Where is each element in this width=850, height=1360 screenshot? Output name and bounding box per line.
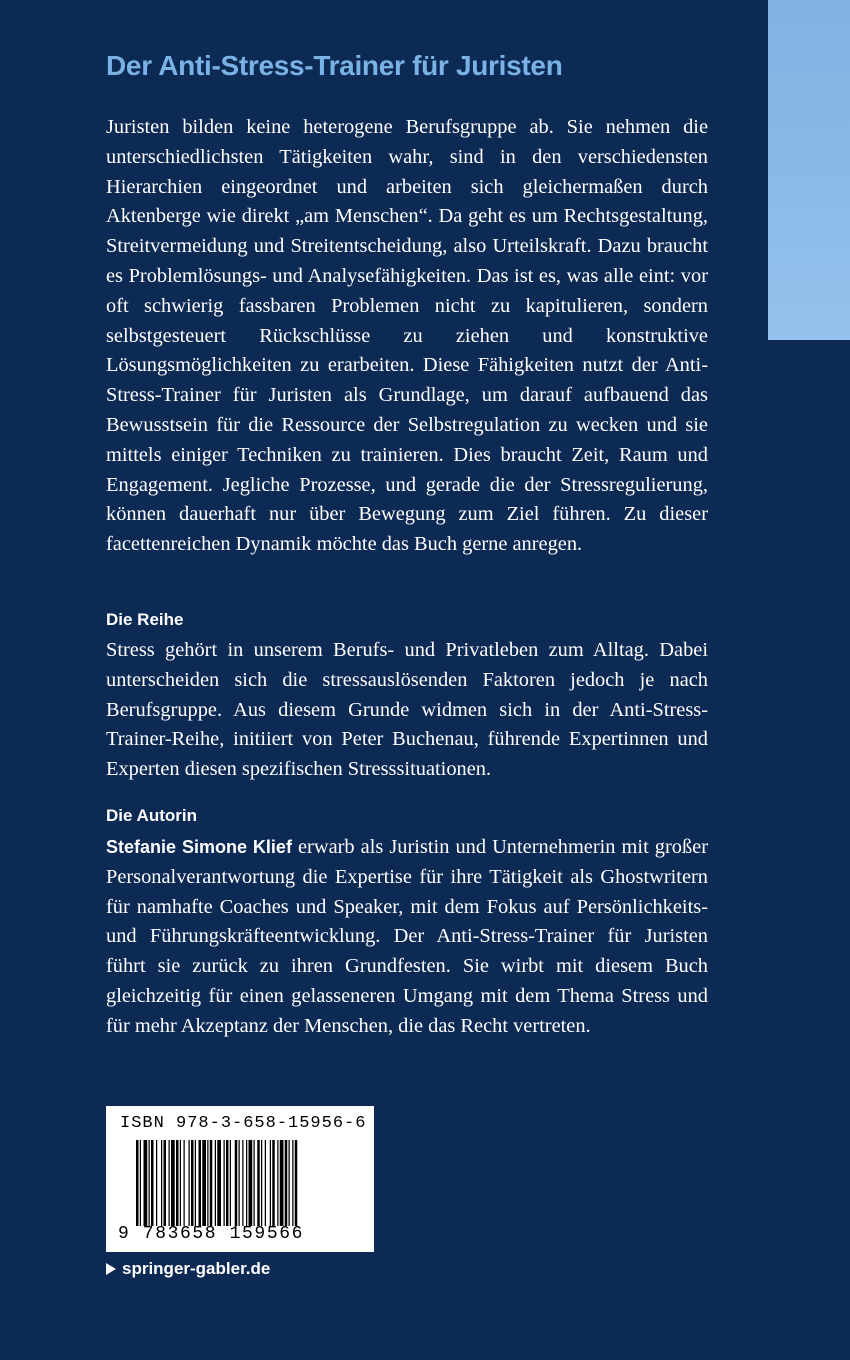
author-paragraph bbox=[106, 833, 708, 1042]
series-heading: Die Reihe bbox=[106, 610, 184, 629]
author-heading: Die Autorin bbox=[106, 806, 197, 825]
isbn-barcode bbox=[106, 1106, 374, 1252]
intro-paragraph: Juristen bilden keine heterogene Berufsgruppe ab. Sie nehmen die unterschiedlichsten Tätigkeiten wahr, sind in den verschiedensten Hierarchien eingeordnet und arbeiten sich gleichermaßen durch Aktenberge wie direkt „am Menschen“. Da geht es um Rechtsgestaltung, Streitvermeidung und Streitentscheidung, also Urteilskraft. Dazu braucht es Problemlösungs- und Analysefähigkeiten. Das ist es, was alle eint: vor oft schwierig fassbaren Problemen nicht zu kapitulieren, sondern selbstgesteuert Rückschlüsse zu ziehen und konstruktive Lösungsmöglichkeiten zu erarbeiten. Diese Fähigkeiten nutzt der Anti-Stress-Trainer für Juristen als Grundlage, um darauf aufbauend das Bewusstsein für die Ressource der Selbstregulation zu wecken und sie mittels einiger Techniken zu trainieren. Dies braucht Zeit, Raum und Engagement. Jegliche Prozesse, und gerade die der Stressregulierung, können dauerhaft nur über Bewegung zum Ziel führen. Zu dieser facettenreichen Dynamik möchte das Buch gerne anregen. bbox=[106, 116, 708, 556]
ean-digits: 9 783658 159566 bbox=[118, 1224, 305, 1244]
author-bio: erwarb als Juristin und Unternehmerin mit großer Personalverantwortung die Expertise für ihre Tätigkeit als Ghostwritern für namhafte Coaches und Speaker, mit dem Fokus auf Persönlichkeits- und Führungskräfteentwicklung. Der Anti-Stress-Trainer für Juristen führt sie zurück zu ihren Grundfesten. Sie wirbt mit diesem Buch gleichzeitig für einen gelasseneren Umgang mit dem Thema Stress und für mehr Akzeptanz der Menschen, die das Recht vertreten. bbox=[106, 836, 709, 1037]
barcode-bars bbox=[136, 1140, 358, 1226]
series-paragraph: Stress gehört in unserem Berufs- und Privatleben zum Alltag. Dabei unterscheiden sich die stressauslösenden Faktoren jedoch je nach Berufsgruppe. Aus diesem Grunde widmen sich in der Anti-Stress-Trainer-Reihe, initiiert von Peter Buchenau, führende Expertinnen und Experten diesen spezifischen Stresssituationen. bbox=[106, 639, 708, 781]
play-arrow-icon bbox=[106, 1263, 116, 1275]
author-name: Stefanie Simone Klief bbox=[106, 837, 292, 857]
isbn-number: ISBN 978-3-658-15956-6 bbox=[120, 1114, 367, 1133]
accent-strip bbox=[768, 0, 850, 340]
publisher-url[interactable]: springer-gabler.de bbox=[122, 1259, 271, 1278]
publisher-link[interactable] bbox=[106, 1259, 270, 1279]
book-title: Der Anti-Stress-Trainer für Juristen bbox=[106, 50, 563, 81]
